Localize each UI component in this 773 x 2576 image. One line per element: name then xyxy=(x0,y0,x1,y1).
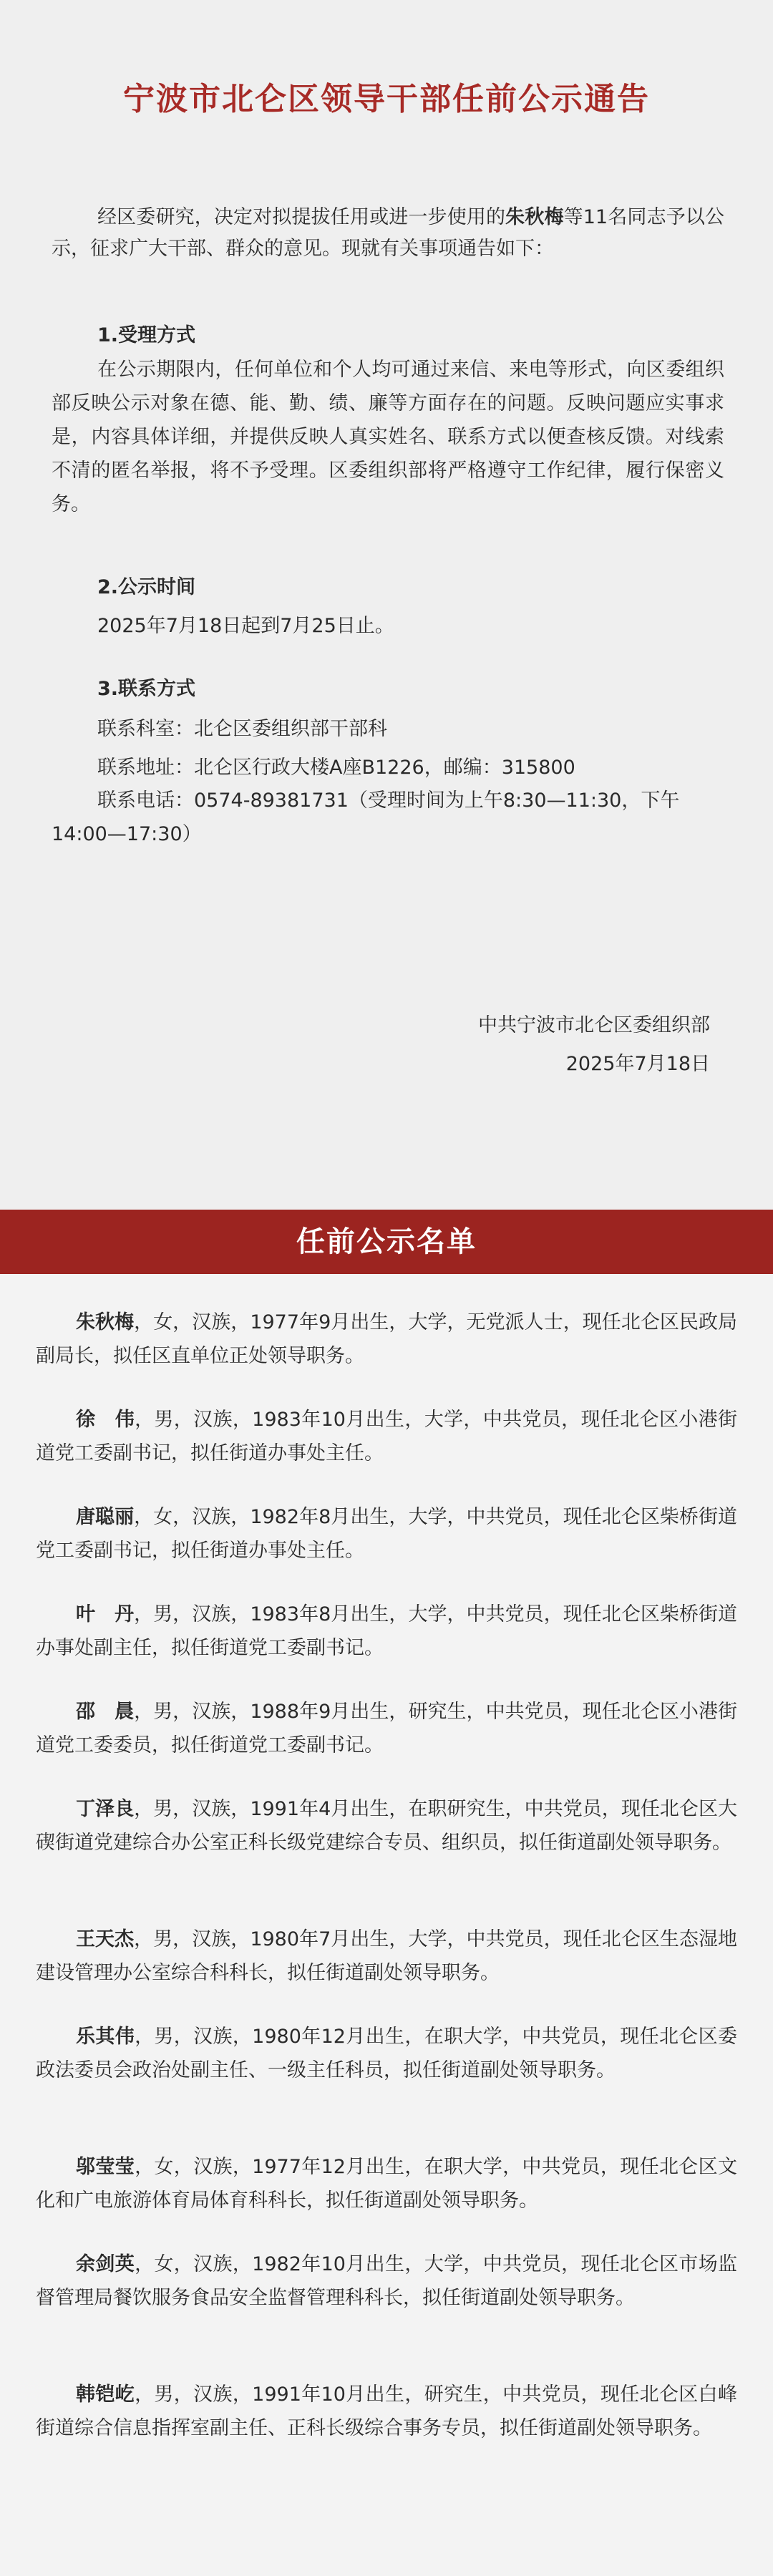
page-title: 宁波市北仑区领导干部任前公示通告 xyxy=(123,81,650,117)
list-item xyxy=(36,1306,737,1373)
person-detail: ，女，汉族，1982年8月出生，大学，中共党员，现任北仑区柴桥街道党工委副书记，拟任街道办事处主任。 xyxy=(36,1506,738,1562)
list-item xyxy=(36,1500,737,1568)
person-detail: ，女，汉族，1977年12月出生，在职大学，中共党员，现任北仑区文化和广电旅游体育局体育科科长，拟任街道副处领导职务。 xyxy=(36,2156,737,2212)
person-name: 朱秋梅 xyxy=(76,1311,135,1333)
intro-paragraph xyxy=(52,202,724,265)
list-item xyxy=(36,1695,737,1762)
person-detail: ，男，汉族，1980年7月出生，大学，中共党员，现任北仑区生态湿地建设管理办公室综合科科长，拟任街道副处领导职务。 xyxy=(36,1928,738,1984)
signature-date: 2025年7月18日 xyxy=(565,1053,710,1075)
person-name: 韩铠屹 xyxy=(76,2383,135,2406)
candidate-list xyxy=(0,1274,773,2576)
intro-after: 等11名同志予以公示，征求广大干部、群众的意见。现就有关事项通告如下： xyxy=(52,206,725,260)
person-name: 叶 丹 xyxy=(76,1603,135,1625)
notice-section xyxy=(0,0,773,1210)
contact-phone: 联系电话：0574-89381731（受理时间为上午8:30—11:30，下午14:00—17:30） xyxy=(52,789,680,845)
person-detail: ，男，汉族，1983年8月出生，大学，中共党员，现任北仑区柴桥街道办事处副主任，拟任街道党工委副书记。 xyxy=(36,1603,738,1659)
person-name: 邵 晨 xyxy=(76,1701,135,1723)
person-detail: ，男，汉族，1980年12月出生，在职大学，中共党员，现任北仑区委政法委员会政治处副主任、一级主任科员，拟任街道副处领导职务。 xyxy=(36,2026,737,2081)
person-detail: ，女，汉族，1982年10月出生，大学，中共党员，现任北仑区市场监督管理局餐饮服务食品安全监督管理科科长，拟任街道副处领导职务。 xyxy=(36,2253,737,2309)
intro-name: 朱秋梅 xyxy=(505,206,564,228)
person-name: 余剑英 xyxy=(76,2253,135,2275)
section-1-heading: 1.受理方式 xyxy=(97,324,196,346)
intro-before: 经区委研究，决定对拟提拔任用或进一步使用的 xyxy=(97,206,506,228)
person-detail: ，男，汉族，1991年10月出生，研究生，中共党员，现任北仑区白峰街道综合信息指挥室副主任、正科长级综合事务专员，拟任街道副处领导职务。 xyxy=(36,2383,737,2439)
list-item xyxy=(36,2247,737,2315)
section-2-heading: 2.公示时间 xyxy=(97,576,196,598)
section-3-heading: 3.联系方式 xyxy=(97,678,196,700)
list-item xyxy=(36,2378,737,2445)
list-item xyxy=(36,1792,737,1860)
section-2-text: 2025年7月18日起到7月25日止。 xyxy=(97,615,394,637)
person-name: 唐聪丽 xyxy=(76,1506,135,1528)
list-item xyxy=(36,2020,737,2087)
list-item xyxy=(36,1598,737,1665)
person-name: 王天杰 xyxy=(76,1928,135,1950)
person-detail: ，男，汉族，1988年9月出生，研究生，中共党员，现任北仑区小港街道党工委委员，拟任街道党工委副书记。 xyxy=(36,1701,738,1756)
list-item xyxy=(36,1923,737,1990)
person-detail: ，男，汉族，1983年10月出生，大学，中共党员，现任北仑区小港街道党工委副书记，拟任街道办事处主任。 xyxy=(36,1409,737,1464)
list-item xyxy=(36,1403,737,1470)
person-detail: ，男，汉族，1991年4月出生，在职研究生，中共党员，现任北仑区大碶街道党建综合办公室正科长级党建综合专员、组织员，拟任街道副处领导职务。 xyxy=(36,1798,738,1854)
person-name: 徐 伟 xyxy=(76,1409,135,1431)
person-name: 丁泽良 xyxy=(76,1798,135,1820)
signature-org: 中共宁波市北仑区委组织部 xyxy=(478,1014,710,1036)
contact-office: 联系科室：北仑区委组织部干部科 xyxy=(97,718,387,740)
section-1-text: 在公示期限内，任何单位和个人均可通过来信、来电等形式，向区委组织部反映公示对象在德、能、勤、绩、廉等方面存在的问题。反映问题应实事求是，内容具体详细，并提供反映人真实姓名、联系方式以便查核反馈。对线索不清的匿名举报，将不予受理。区委组织部将严格遵守工作纪律，履行保密义务。 xyxy=(52,359,724,515)
person-detail: ，女，汉族，1977年9月出生，大学，无党派人士，现任北仑区民政局副局长，拟任区直单位正处领导职务。 xyxy=(36,1311,738,1367)
person-name: 乐其伟 xyxy=(76,2026,135,2048)
list-banner: 任前公示名单 xyxy=(0,1210,773,1274)
contact-address: 联系地址：北仑区行政大楼A座B1226，邮编：315800 xyxy=(97,757,575,779)
person-name: 邬莹莹 xyxy=(76,2156,135,2178)
list-item xyxy=(36,2150,737,2217)
